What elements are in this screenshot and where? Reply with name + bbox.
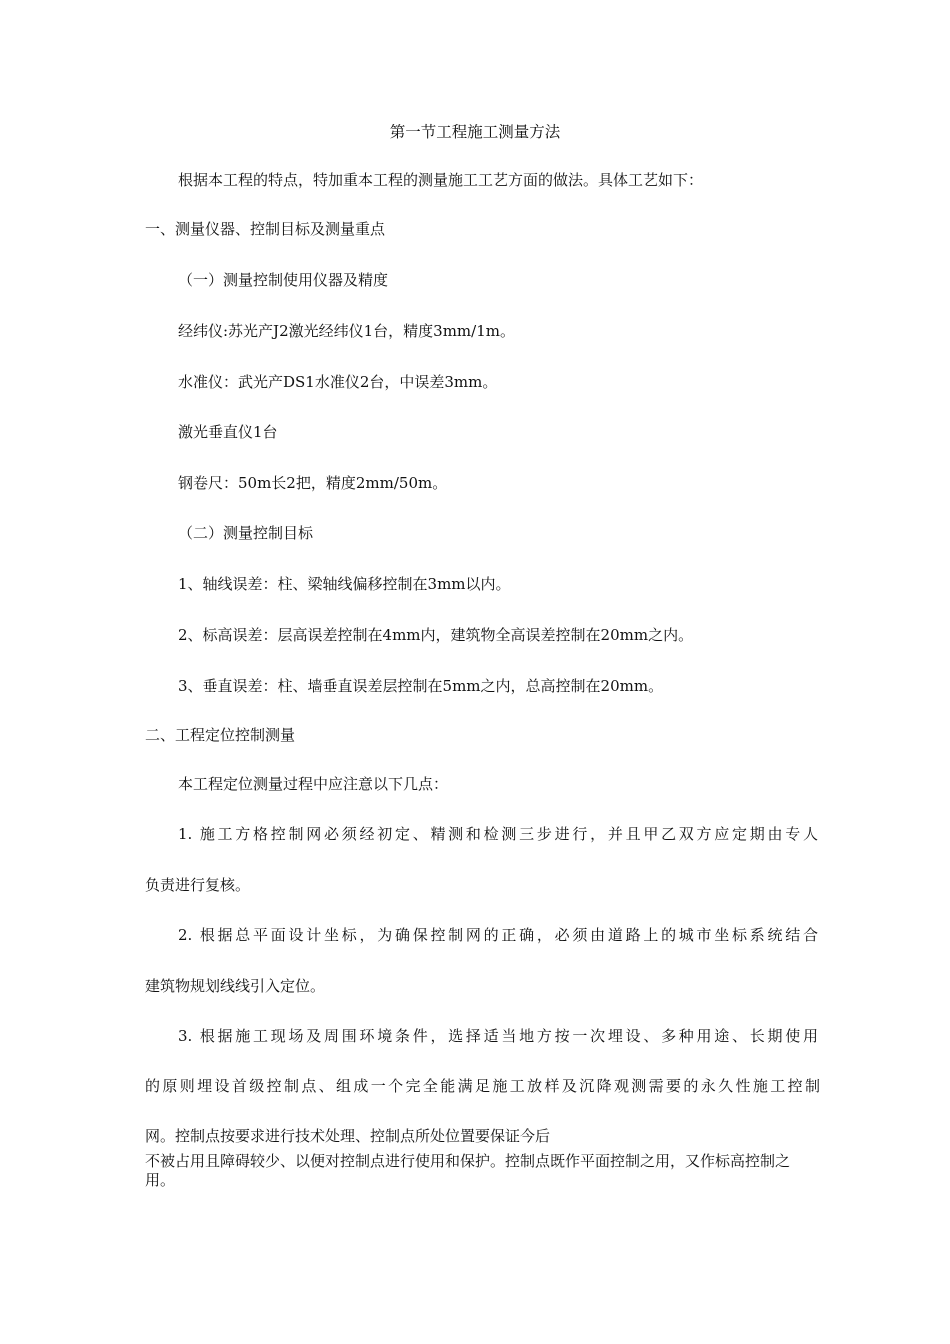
- instrument-level: 水准仪：武光产DS1水准仪2台，中误差3mm。: [178, 373, 498, 391]
- target-axis-error: 1、轴线误差：柱、梁轴线偏移控制在3mm以内。: [178, 575, 511, 593]
- point-3-line-4: 不被占用且障碍较少、以便对控制点进行使用和保护。控制点既作平面控制之用，又作标高控制之用。: [145, 1152, 791, 1189]
- subsection-2-heading: （二）测量控制目标: [178, 524, 314, 542]
- target-elevation-error: 2、标高误差：层高误差控制在4mm内，建筑物全高误差控制在20mm之内。: [178, 626, 694, 644]
- point-2-line-2: 建筑物规划线线引入定位。: [145, 977, 326, 995]
- point-1-line-1: 1. 施工方格控制网必须经初定、精测和检测三步进行，并且甲乙双方应定期由专人: [178, 825, 818, 843]
- section-2-heading: 二、工程定位控制测量: [145, 726, 296, 744]
- point-3-line-3: 网。控制点按要求进行技术处理、控制点所处位置要保证今后: [145, 1127, 551, 1145]
- intro-paragraph: 根据本工程的特点，特加重本工程的测量施工工艺方面的做法。具体工艺如下：: [178, 171, 704, 189]
- target-vertical-error: 3、垂直误差：柱、墙垂直误差层控制在5mm之内，总高控制在20mm。: [178, 677, 664, 695]
- instrument-tape: 钢卷尺：50m长2把，精度2mm/50m。: [178, 474, 448, 492]
- page-title: 第一节工程施工测量方法: [389, 123, 561, 141]
- point-1-line-2: 负责进行复核。: [145, 876, 251, 894]
- section-1-heading: 一、测量仪器、控制目标及测量重点: [145, 220, 386, 238]
- point-2-line-1: 2. 根据总平面设计坐标，为确保控制网的正确，必须由道路上的城市坐标系统结合: [178, 926, 818, 944]
- point-3-line-2: 的原则埋设首级控制点、组成一个完全能满足施工放样及沉降观测需要的永久性施工控制: [145, 1077, 820, 1095]
- subsection-1-heading: （一）测量控制使用仪器及精度: [178, 271, 389, 289]
- instrument-laser-plumb: 激光垂直仪1台: [178, 423, 278, 441]
- section-2-intro: 本工程定位测量过程中应注意以下几点：: [178, 775, 449, 793]
- point-3-line-1: 3. 根据施工现场及周围环境条件，选择适当地方按一次埋设、多种用途、长期使用: [178, 1027, 818, 1045]
- instrument-theodolite: 经纬仪:苏光产J2激光经纬仪1台，精度3mm/1m。: [178, 322, 515, 340]
